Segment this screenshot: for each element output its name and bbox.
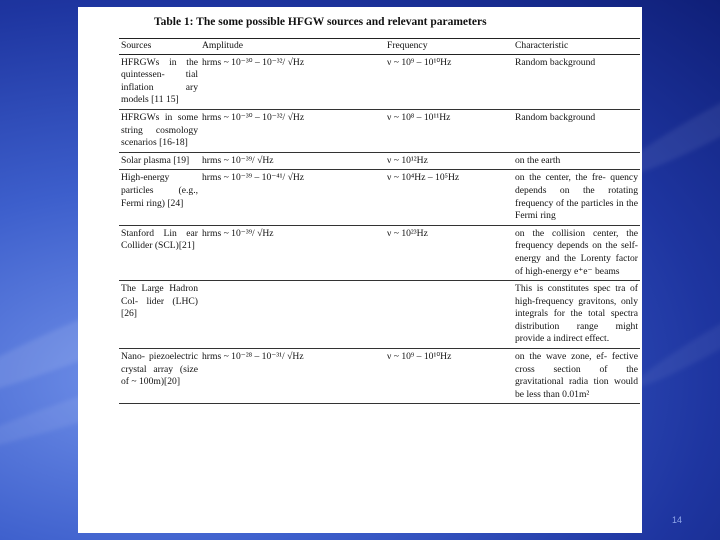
table-row	[119, 109, 640, 152]
characteristic-cell: on the center, the fre- quency depends on the rotating frequency of the particles in the Fermi ring	[513, 170, 640, 225]
table-header-row	[119, 39, 640, 55]
background-streak	[629, 266, 720, 395]
source-cell: Stanford Lin ear Collider (SCL)[21]	[119, 225, 200, 280]
amplitude-cell: hrms ~ 10⁻³⁰ – 10⁻³²/ √Hz	[200, 109, 385, 152]
source-cell: High-energy particles (e.g., Fermi ring) [24]	[119, 170, 200, 225]
frequency-cell: ν ~ 10¹²Hz	[385, 152, 513, 170]
source-cell: Nano- piezoelectric crystal array (size of ~ 100m)[20]	[119, 349, 200, 404]
header-characteristic: Characteristic	[513, 39, 640, 55]
characteristic-cell: on the wave zone, ef- fective cross section of the gravitational radia tion would be less than 0.01m²	[513, 349, 640, 404]
table-row	[119, 349, 640, 404]
characteristic-cell: on the collision center, the frequency depends on the self-energy and the Lorenty factor of high-energy e⁺e⁻ beams	[513, 225, 640, 280]
characteristic-cell: Random background	[513, 109, 640, 152]
table-row	[119, 152, 640, 170]
characteristic-cell: Random background	[513, 54, 640, 109]
amplitude-cell: hrms ~ 10⁻³⁹/ √Hz	[200, 152, 385, 170]
table-row	[119, 170, 640, 225]
source-cell: The Large Hadron Col- lider (LHC) [26]	[119, 281, 200, 349]
amplitude-cell: hrms ~ 10⁻³⁹ – 10⁻⁴¹/ √Hz	[200, 170, 385, 225]
table-document	[78, 7, 642, 533]
header-sources: Sources	[119, 39, 200, 55]
characteristic-cell: This is constitutes spec tra of high-frequency gravitons, only integrals for the total spectra distribution range might provide a indirect effect.	[513, 281, 640, 349]
table-caption: Table 1: The some possible HFGW sources and relevant parameters	[154, 16, 487, 28]
header-amplitude: Amplitude	[200, 39, 385, 55]
frequency-cell: ν ~ 10⁸ – 10¹¹Hz	[385, 109, 513, 152]
frequency-cell: ν ~ 10²³Hz	[385, 225, 513, 280]
frequency-cell: ν ~ 10⁹ – 10¹⁰Hz	[385, 54, 513, 109]
frequency-cell: ν ~ 10⁴Hz – 10⁵Hz	[385, 170, 513, 225]
table-row	[119, 281, 640, 349]
characteristic-cell: on the earth	[513, 152, 640, 170]
header-frequency: Frequency	[385, 39, 513, 55]
page-number: 14	[672, 515, 683, 525]
source-cell: HFRGWs in the quintessen- tial inflation ary models [11 15]	[119, 54, 200, 109]
hfgw-sources-table	[119, 38, 640, 404]
table-row	[119, 54, 640, 109]
source-cell: Solar plasma [19]	[119, 152, 200, 170]
frequency-cell	[385, 281, 513, 349]
amplitude-cell: hrms ~ 10⁻³⁹/ √Hz	[200, 225, 385, 280]
source-cell: HFRGWs in some string cosmology scenarios [16-18]	[119, 109, 200, 152]
amplitude-cell: hrms ~ 10⁻³⁰ – 10⁻³²/ √Hz	[200, 54, 385, 109]
amplitude-cell: hrms ~ 10⁻²⁸ – 10⁻³¹/ √Hz	[200, 349, 385, 404]
frequency-cell: ν ~ 10⁹ – 10¹⁰Hz	[385, 349, 513, 404]
amplitude-cell	[200, 281, 385, 349]
table-row	[119, 225, 640, 280]
